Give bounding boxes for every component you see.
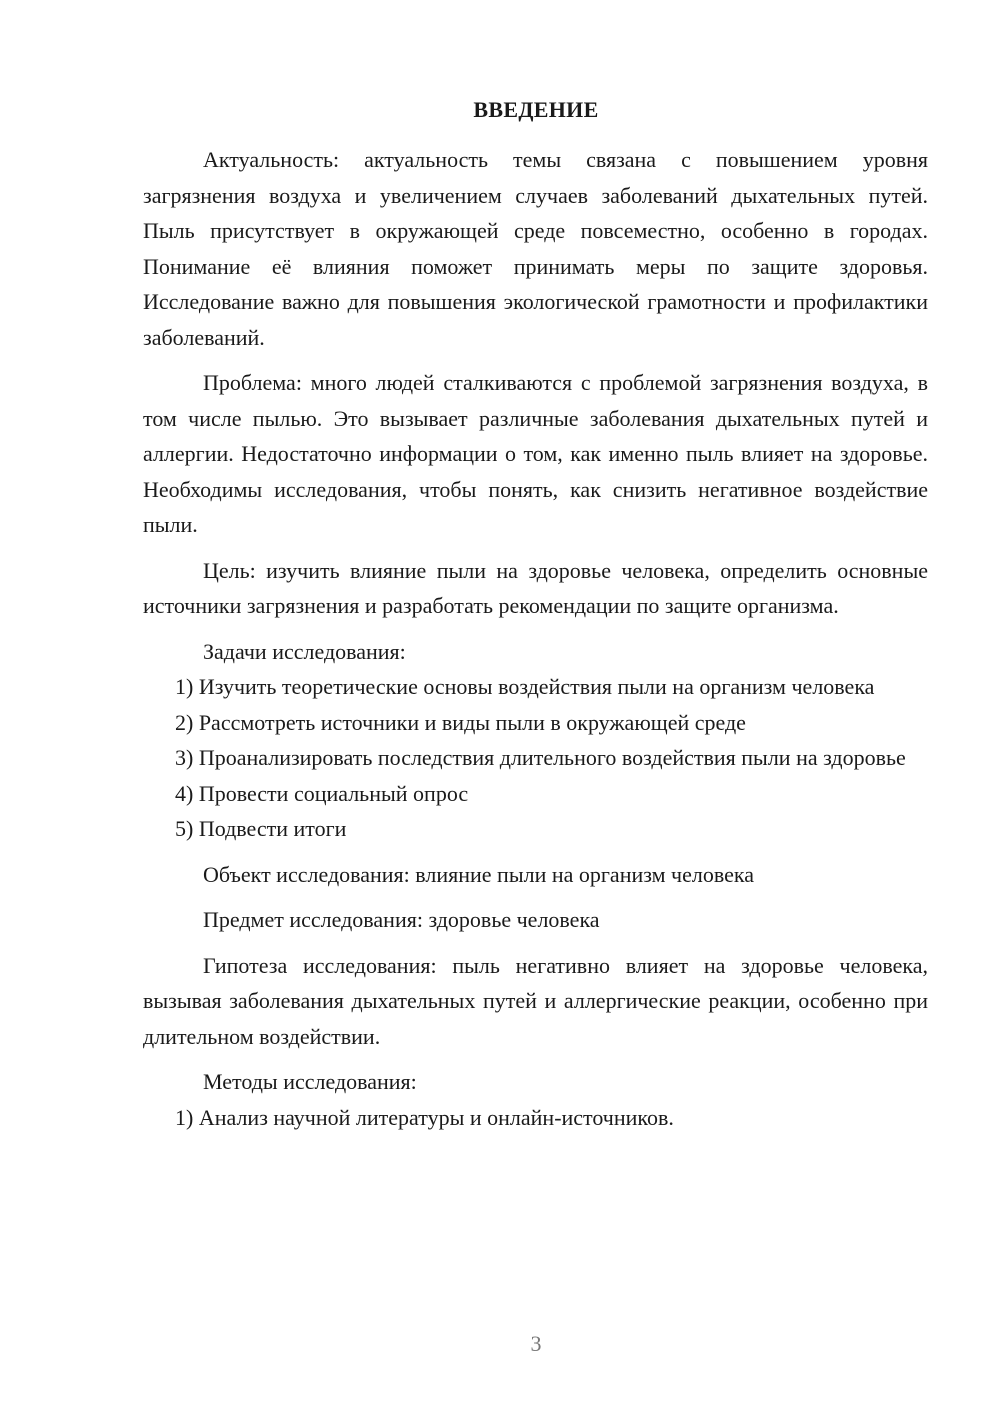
subject-paragraph: Предмет исследования: здоровье человека [203,907,600,932]
page-title: ВВЕДЕНИЕ [473,97,599,122]
method-item: 1) Анализ научной литературы и онлайн-источников. [175,1104,674,1130]
relevance-paragraph: Актуальность: актуальность темы связана с повышением уровня загрязнения воздуха и увеличением случаев заболеваний дыхательных путей. Пыль присутствует в окружающей среде повсеместно, особенно в городах. Понимание её влияния поможет принимать меры по защите здоровья. Исследование важно для повышения экологической грамотности и профилактики заболеваний. [143,147,928,350]
task-item: 4) Провести социальный опрос [175,780,469,806]
document-body [143,142,928,1135]
object-paragraph: Объект исследования: влияние пыли на организм человека [203,861,754,887]
hypothesis-paragraph: Гипотеза исследования: пыль негативно влияет на здоровье человека, вызывая заболевания дыхательных путей и аллергические реакции, особенно при длительном воздействии. [143,952,928,1049]
problem-paragraph: Проблема: много людей сталкиваются с проблемой загрязнения воздуха, в том числе пылью. Это вызывает различные заболевания дыхательных путей и аллергии. Недостаточно информации о том, как именно пыль влияет на здоровье. Необходимы исследования, чтобы понять, как снизить негативное воздействие пыли. [143,370,928,537]
goal-paragraph: Цель: изучить влияние пыли на здоровье человека, определить основные источники загрязнения и разработать рекомендации по защите организма. [143,557,928,618]
task-item: 1) Изучить теоретические основы воздействия пыли на организм человека [175,674,875,699]
task-item: 2) Рассмотреть источники и виды пыли в окружающей среде [175,709,746,735]
task-item: 3) Проанализировать последствия длительного воздействия пыли на здоровье [175,745,906,770]
task-item: 5) Подвести итоги [175,816,347,841]
page-number: 3 [530,1331,542,1356]
methods-heading: Методы исследования: [203,1069,417,1094]
tasks-heading: Задачи исследования: [203,638,406,664]
